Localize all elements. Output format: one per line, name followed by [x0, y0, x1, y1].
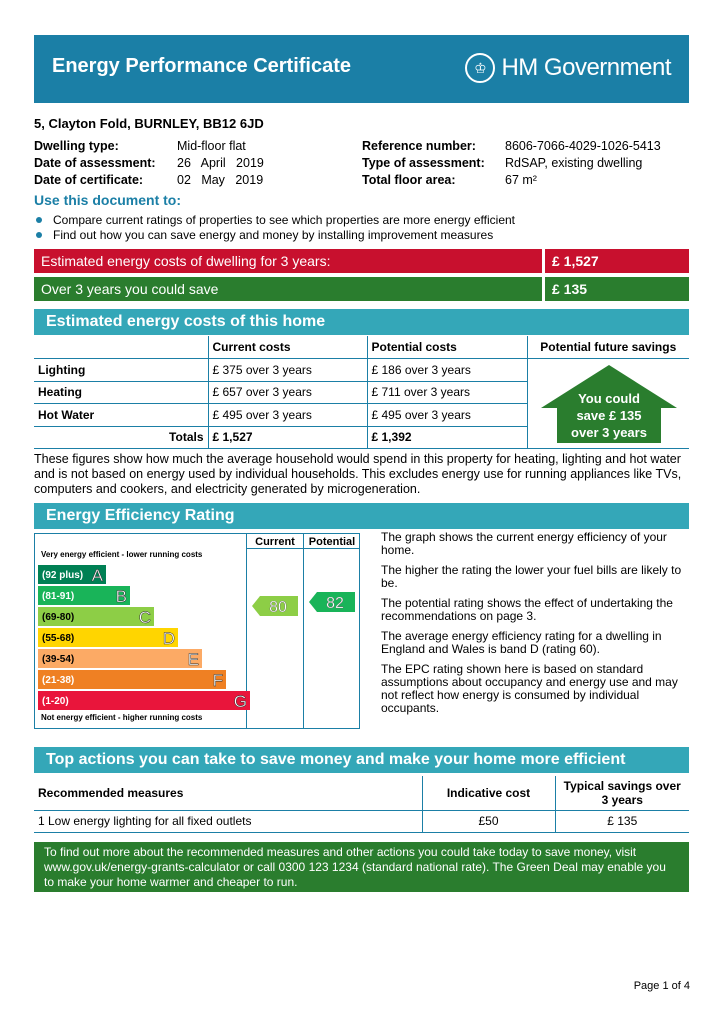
bottom-note: Not energy efficient - higher running costs — [41, 713, 203, 722]
efficiency-rating-graph — [34, 533, 378, 729]
savings-line-3: over 3 years — [571, 425, 647, 440]
royal-crest-icon: ♔ — [465, 53, 495, 83]
table-header: Recommended measures — [38, 785, 184, 800]
rating-band-range: (55-68) — [42, 633, 75, 644]
assessment-date-label: Date of assessment: — [34, 156, 156, 170]
efficiency-paragraph: The EPC rating shown here is based on standard assumptions about occupancy and energy use and may not reflect how energy is consumed by individual occupants. — [381, 662, 678, 715]
rating-bands — [38, 565, 250, 711]
table-header: Potential future savings — [527, 336, 689, 359]
totals-row: Totals £ 1,527 £ 1,392 — [34, 426, 689, 449]
savings-house-graphic — [541, 365, 677, 443]
assessment-date: 26 April 2019 — [177, 156, 264, 170]
use-document-list — [36, 212, 515, 242]
bullet-icon — [36, 232, 42, 238]
assessment-type-label: Type of assessment: — [362, 156, 485, 170]
floor-area: 67 m² — [505, 173, 537, 187]
floor-area-label: Total floor area: — [362, 173, 456, 187]
table-row: 1 Low energy lighting for all fixed outlets £50 £ 135 — [34, 810, 689, 832]
could-save-label: Over 3 years you could save — [41, 281, 219, 297]
bullet-icon — [36, 217, 42, 223]
rating-band-letter: F — [212, 671, 223, 690]
rating-band-range: (92 plus) — [42, 570, 84, 581]
certificate-date-label: Date of certificate: — [34, 173, 144, 187]
reference-label: Reference number: — [362, 139, 476, 153]
rating-band-range: (21-38) — [42, 675, 75, 686]
potential-column-header: Potential — [308, 536, 356, 548]
rating-band-letter: C — [138, 608, 151, 627]
table-header: Potential costs — [367, 336, 527, 359]
top-note: Very energy efficient - lower running costs — [41, 550, 203, 559]
rating-band-range: (81-91) — [42, 591, 75, 602]
table-header: Current costs — [208, 336, 367, 359]
rating-band-letter: E — [187, 650, 199, 669]
page-title: Energy Performance Certificate — [52, 55, 352, 77]
certificate-date: 02 May 2019 — [177, 173, 264, 187]
table-header — [34, 336, 208, 359]
reference-number: 8606-7066-4029-1026-5413 — [505, 139, 661, 153]
table-row: Hot Water £ 495 over 3 years £ 495 over 3 years — [34, 404, 689, 427]
list-item: Compare current ratings of properties to see which properties are more energy efficient — [36, 212, 515, 227]
table-row: Heating £ 657 over 3 years £ 711 over 3 years — [34, 381, 689, 404]
efficiency-paragraph: The graph shows the current energy efficiency of your home. — [381, 530, 667, 557]
page-number: Page 1 of 4 — [633, 980, 690, 992]
current-column-header: Current — [255, 536, 295, 548]
table-row: Lighting £ 375 over 3 years £ 186 over 3 years — [34, 359, 689, 382]
rating-band-letter: G — [233, 692, 247, 711]
actions-section-heading: Top actions you can take to save money and make your home more efficient — [34, 747, 689, 773]
could-save-value: £ 135 — [552, 281, 588, 297]
table-header: Indicative cost — [422, 776, 555, 810]
efficiency-paragraph: The higher the rating the lower your fuel bills are likely to be. — [381, 563, 682, 590]
rating-band-letter: A — [91, 566, 103, 585]
savings-line-2: save £ 135 — [576, 408, 642, 423]
dwelling-type: Mid-floor flat — [177, 139, 246, 153]
efficiency-paragraph: The potential rating shows the effect of undertaking the recommendations on page 3. — [381, 596, 673, 623]
rating-band-g — [38, 691, 250, 710]
hm-government-logo — [465, 53, 671, 83]
savings-line-1: You could — [578, 391, 640, 406]
rating-band-range: (39-54) — [42, 654, 75, 665]
rating-band-letter: B — [115, 587, 127, 606]
estimated-costs-label: Estimated energy costs of dwelling for 3 years: — [41, 253, 331, 269]
assessment-type: RdSAP, existing dwelling — [505, 156, 643, 170]
rating-band-range: (1-20) — [42, 696, 69, 707]
current-rating-value: 80 — [269, 599, 287, 616]
estimated-costs-value: £ 1,527 — [552, 253, 599, 269]
efficiency-section-heading: Energy Efficiency Rating — [34, 503, 689, 529]
efficiency-paragraph: The average energy efficiency rating for a dwelling in England and Wales is band D (rating 60). — [381, 629, 662, 656]
actions-table — [34, 776, 689, 833]
gov-name: HM Government — [501, 54, 671, 81]
potential-rating-value: 82 — [326, 595, 344, 612]
costs-section-heading: Estimated energy costs of this home — [34, 309, 689, 335]
costs-explanation: These figures show how much the average household would spend in this property for heating, lighting and hot water and is not based on energy used by individual households. This excludes energy use for running appliances like TVs, computers and cookers, and electricity generated by microgeneration. — [34, 452, 682, 496]
table-header: Typical savings over 3 years — [563, 778, 681, 807]
list-item: Find out how you can save energy and money by installing improvement measures — [36, 227, 515, 242]
dwelling-type-label: Dwelling type: — [34, 139, 119, 153]
property-address: 5, Clayton Fold, BURNLEY, BB12 6JD — [34, 116, 264, 131]
estimated-costs-bar — [34, 249, 689, 273]
epc-header — [34, 35, 689, 103]
property-details — [34, 139, 689, 190]
efficiency-explanation — [381, 531, 689, 722]
more-info-box: To find out more about the recommended measures and other actions you could take today to save money, visit www.gov.uk/energy-grants-calculator or call 0300 123 1234 (standard national rate). The Green Deal may enable you to make your home warmer and cheaper to run. — [34, 842, 689, 892]
use-document-title: Use this document to: — [34, 192, 182, 208]
could-save-bar — [34, 277, 689, 301]
rating-band-range: (69-80) — [42, 612, 75, 623]
rating-band-letter: D — [162, 629, 175, 648]
